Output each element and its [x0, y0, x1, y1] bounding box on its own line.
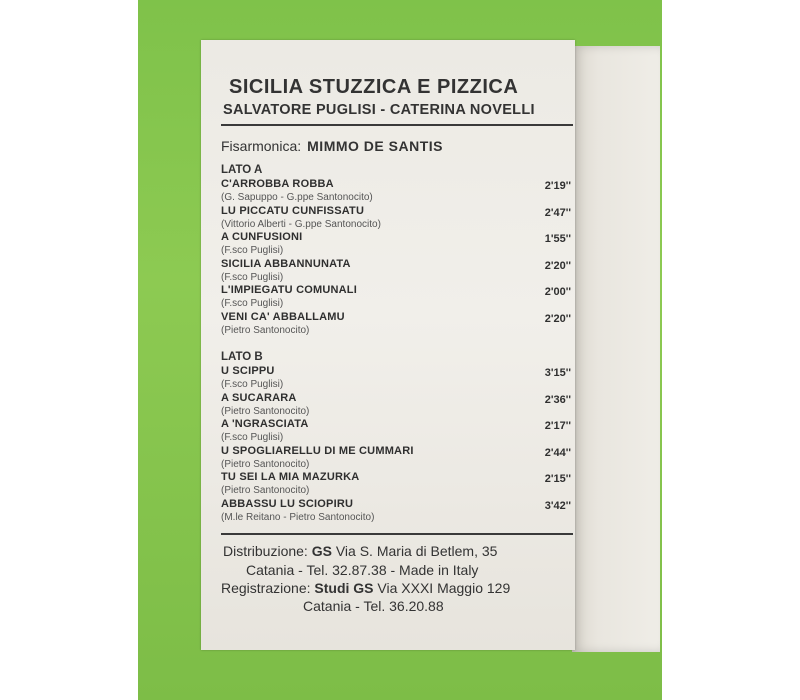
cassette-card-flap — [572, 46, 660, 652]
track-title: A SUCARARA — [221, 391, 297, 404]
track-duration: 2'47'' — [544, 206, 571, 219]
track-duration: 2'17'' — [544, 420, 571, 433]
track-row — [221, 258, 571, 286]
track-title: LU PICCATU CUNFISSATU — [221, 204, 365, 217]
track-duration: 2'19'' — [544, 180, 571, 192]
recording-label: Registrazione: — [221, 580, 311, 596]
track-duration: 2'00'' — [544, 286, 571, 299]
recording-city-phone: Catania - Tel. 36.20.88 — [303, 598, 444, 614]
track-author: (Pietro Santonocito) — [221, 405, 310, 417]
track-row — [221, 311, 571, 339]
track-title: A 'NGRASCIATA — [221, 418, 309, 431]
track-duration: 3'42'' — [544, 500, 571, 512]
accordion-label: Fisarmonica: — [221, 138, 302, 154]
track-author: (F.sco Puglisi) — [221, 432, 284, 444]
track-author: (Pietro Santonocito) — [221, 458, 310, 470]
track-author: (F.sco Puglisi) — [221, 379, 284, 390]
recording-address: Via XXXI Maggio 129 — [377, 580, 511, 596]
track-author: (Pietro Santonocito) — [221, 325, 310, 336]
track-title: U SCIPPU — [221, 365, 275, 377]
track-duration: 2'15'' — [544, 473, 571, 486]
cassette-insert-card — [201, 40, 575, 650]
track-duration: 2'36'' — [544, 393, 571, 406]
track-title: U SPOGLIARELLU DI ME CUMMARI — [221, 444, 414, 457]
distribution-label: Distribuzione: — [223, 543, 308, 559]
album-artists: SALVATORE PUGLISI - CATERINA NOVELLI — [223, 102, 535, 118]
track-author: (Vittorio Alberti - G.ppe Santonocito) — [221, 218, 381, 230]
distribution-company: GS — [311, 543, 332, 559]
side-a-label: LATO A — [221, 164, 263, 176]
track-row — [221, 392, 571, 420]
track-duration: 2'44'' — [544, 446, 571, 459]
track-row — [221, 178, 571, 206]
track-duration: 2'20'' — [544, 313, 571, 325]
track-title: VENI CA' ABBALLAMU — [221, 311, 345, 323]
track-row — [221, 231, 571, 259]
track-duration: 3'15'' — [544, 367, 571, 379]
distribution-address: Via S. Maria di Betlem, 35 — [335, 543, 498, 559]
distribution-line — [223, 543, 497, 559]
footer-divider — [221, 533, 573, 535]
side-b-label: LATO B — [221, 351, 263, 363]
distribution-city-phone: Catania - Tel. 32.87.38 - Made in Italy — [246, 562, 479, 578]
album-title: SICILIA STUZZICA E PIZZICA — [229, 76, 519, 98]
track-row — [221, 365, 571, 393]
track-author: (F.sco Puglisi) — [221, 298, 284, 310]
track-title: C'ARROBBA ROBBA — [221, 178, 334, 190]
track-title: SICILIA ABBANNUNATA — [221, 257, 351, 270]
track-row — [221, 445, 571, 473]
track-title: ABBASSU LU SCIOPIRU — [221, 498, 354, 510]
track-row — [221, 418, 571, 446]
track-title: TU SEI LA MIA MAZURKA — [221, 471, 360, 484]
accordion-credit — [221, 138, 443, 154]
track-row — [221, 471, 571, 499]
track-row — [221, 498, 571, 526]
recording-line — [221, 580, 510, 596]
track-duration: 1'55'' — [544, 233, 571, 246]
track-duration: 2'20'' — [544, 259, 571, 272]
header-divider — [221, 124, 573, 126]
track-author: (G. Sapuppo - G.ppe Santonocito) — [221, 192, 373, 203]
track-row — [221, 205, 571, 233]
track-author: (Pietro Santonocito) — [221, 485, 310, 497]
track-author: (F.sco Puglisi) — [221, 245, 284, 257]
track-row — [221, 284, 571, 312]
track-author: (M.le Reitano - Pietro Santonocito) — [221, 512, 375, 523]
track-title: A CUNFUSIONI — [221, 231, 303, 244]
track-author: (F.sco Puglisi) — [221, 271, 284, 283]
accordion-player-name: MIMMO DE SANTIS — [307, 138, 443, 154]
track-title: L'IMPIEGATU COMUNALI — [221, 284, 357, 297]
recording-studio: Studi GS — [314, 580, 374, 596]
